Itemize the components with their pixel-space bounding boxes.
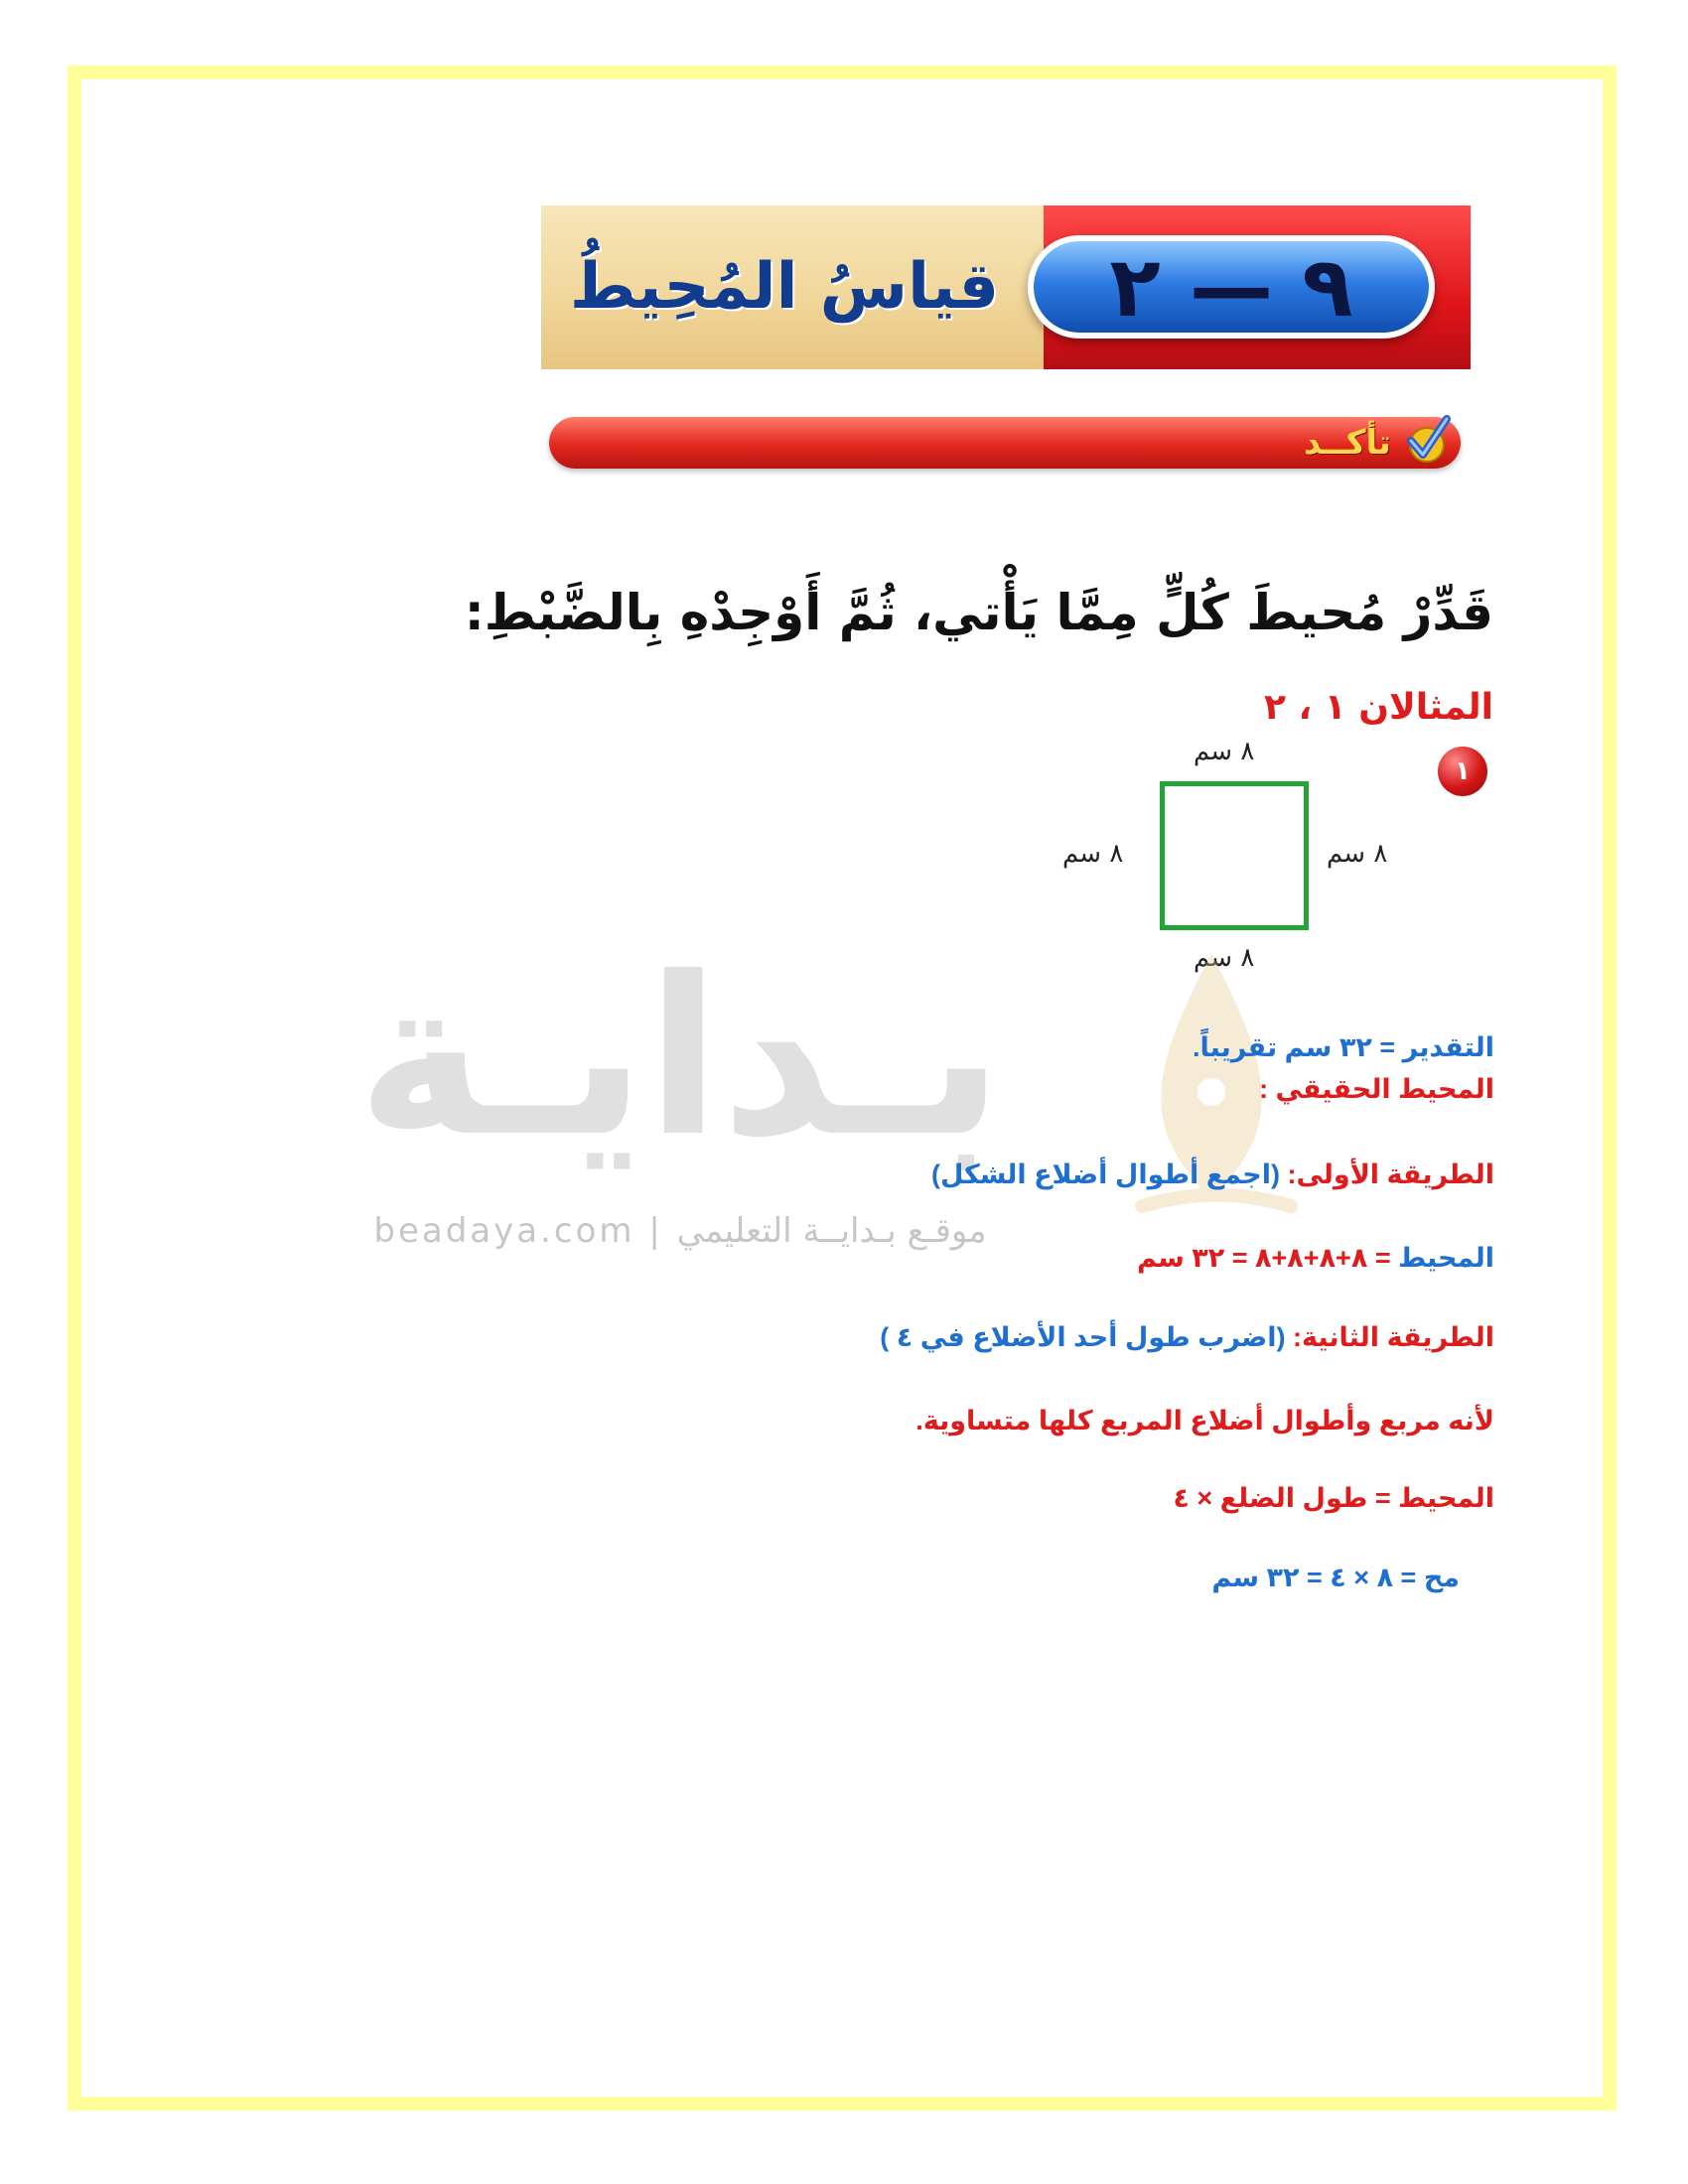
reason-line: لأنه مربع وأطوال أضلاع المربع كلها متساوية. — [915, 1406, 1494, 1435]
method1-label: الطريقة الأولى: — [1287, 1160, 1494, 1189]
estimate-value: = ٣٢ سم تقريباً. — [1192, 1032, 1396, 1062]
square-figure — [1160, 781, 1309, 930]
actual-perimeter-label: المحيط الحقيقي : — [1259, 1074, 1494, 1104]
lesson-title: قياسُ المُحِيطُ — [569, 250, 1000, 324]
side-label-top: ٨ سم — [1194, 737, 1255, 766]
side-label-right: ٨ سم — [1327, 839, 1388, 869]
lesson-number: ٩ — ٢ — [1028, 235, 1435, 339]
watermark-word: بـدايـة — [356, 930, 1004, 1184]
perimeter-sum-value: = ٨+٨+٨+٨ = ٣٢ سم — [1137, 1243, 1391, 1273]
estimate-label: التقدير — [1402, 1032, 1494, 1062]
method2-label: الطريقة الثانية: — [1292, 1322, 1494, 1352]
instruction-text: قَدِّرْ مُحيطَ كُلٍّ مِمَّا يَأْتي، ثُمَّ أَوْجِدْهِ بِالضَّبْطِ: — [464, 584, 1493, 641]
watermark-site: beadaya.com | موقـع بـدايــة التعليمي — [373, 1211, 987, 1251]
estimate-line — [1193, 1032, 1494, 1063]
perimeter-sum-line — [1137, 1243, 1494, 1274]
instruction-examples: المثالان ١ ، ٢ — [1264, 687, 1493, 728]
method1-line — [931, 1160, 1494, 1190]
instruction — [401, 568, 1493, 752]
checkmark-icon — [1397, 411, 1453, 467]
check-bar — [549, 417, 1461, 469]
lesson-banner — [541, 205, 1471, 369]
check-label: تأكــد — [1303, 423, 1391, 463]
method2-line — [880, 1322, 1494, 1353]
calc-line: مح = ٨ × ٤ = ٣٢ سم — [1211, 1563, 1460, 1592]
method1-desc: (اجمع أطوال أضلاع الشكل) — [930, 1160, 1280, 1189]
side-label-left: ٨ سم — [1062, 839, 1124, 869]
perimeter-sum-label: المحيط — [1398, 1243, 1494, 1273]
method2-desc: (اضرب طول أحد الأضلاع في ٤ ) — [880, 1322, 1286, 1352]
formula-line: المحيط = طول الضلع × ٤ — [1173, 1483, 1494, 1513]
side-label-bottom: ٨ سم — [1194, 943, 1255, 973]
exercise-number: ١ — [1438, 747, 1487, 796]
